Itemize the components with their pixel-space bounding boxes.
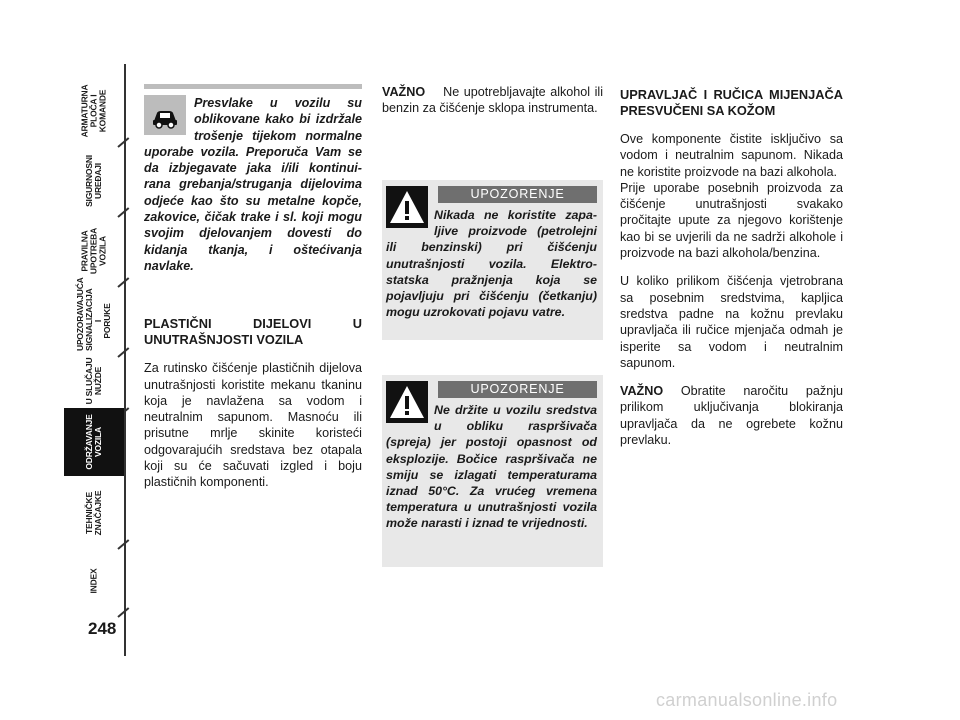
note-lead: VAŽNO (382, 85, 426, 99)
column-middle (382, 84, 603, 531)
plastic-parts-heading: PLASTIČNI DIJELOVI U UNUTRAŠNJOSTI VOZILA (144, 316, 362, 348)
tab-upozoravajuca-signalizacija[interactable] (64, 277, 124, 354)
upholstery-caution (144, 95, 362, 274)
tab-rail (124, 64, 126, 656)
section-tab-strip (0, 0, 126, 720)
tab-label: ODRŽAVANJE VOZILA (84, 414, 103, 470)
warning-text: Ne držite u vozilu sredstva u obliku raspršivača (spreja) jer postoji opasnost od eksplozije. Bočice raspršivača ne smiju se izlagati temperaturama iznad 50°C. Za vrućeg vremena temperatura u unutrašnjosti vozila može narasti i iznad te vrijednosti. (386, 403, 597, 531)
tab-index[interactable] (64, 548, 124, 614)
leather-p2: Prije uporabe posebnih proizvoda za čišćenje unutrašnjosti svakako pročitajte upute za njegovo korištenje kao bi se uvjerili da ne sadrži alkohole i proizvode na bazi alkohola/benzina. (620, 180, 843, 261)
warning-title: UPOZORENJE (438, 381, 597, 398)
tab-label: UPOZORAVAJUĆA SIGNALIZACIJA I PORUKE (75, 277, 112, 351)
note-lead: VAŽNO (620, 384, 664, 399)
tab-pravilna-upotreba[interactable] (64, 218, 124, 284)
tab-label: U SLUČAJU NUŽDE (84, 357, 103, 405)
column-right (620, 84, 843, 460)
tab-armaturna-ploca[interactable] (64, 78, 124, 144)
tab-odrzavanje-vozila[interactable] (64, 408, 124, 476)
warning-title: UPOZORENJE (438, 186, 597, 203)
tab-label: PRAVILNA UPOTREBA VOZILA (79, 227, 108, 275)
caution-rule (144, 84, 362, 89)
leather-note (620, 383, 843, 448)
warning-triangle-icon (386, 186, 428, 230)
tab-label: INDEX (88, 568, 99, 594)
tab-u-slucaju-nuzde[interactable] (64, 348, 124, 414)
car-seat-caution-icon (144, 95, 186, 135)
column-left (144, 84, 362, 503)
tab-label: ARMATURNA PLOČA I KOMANDE (79, 84, 108, 138)
warning-triangle-icon (386, 381, 428, 425)
tab-label: SIGURNOSNI UREĐAJI (84, 155, 103, 207)
tab-label: TEHNIČKE ZNAČAJKE (84, 490, 103, 536)
leather-p3: U koliko prilikom čišćenja vjetrobrana sa posebnim sredstvima, kapljica sredstva padne na kožnu prevlaku upravljača ili ručice mjenjača odmah je isperite sa vodom i neutralnim sapunom. (620, 274, 843, 370)
tab-sigurnosni-uredaji[interactable] (64, 148, 124, 214)
note-text: Ne upotrebljavajte alkohol ili benzin za čišćenje sklopa instrumenta. (382, 85, 603, 116)
page-number: 248 (88, 619, 117, 638)
note-text: Obratite naročitu pažnju prilikom uključivanja blokiranja upravljača da ne ogrebete kožnu prevlaku. (620, 384, 844, 448)
caution-text: Presvlake u vozilu su oblikovane kako bi izdržale trošenje tijekom normalne uporabe vozila. Preporuča Vam se da izbjegavate jaka i/ili kontinui-rana grebanja/struganja dijelovima odjeće kao što su metalne kopče, zakovice, čičak trake i sl. koji mogu svojim djelovanjem dovesti do kidanja tkanja, i oštećivanja navlake. (144, 96, 362, 273)
instrument-note (382, 84, 603, 117)
watermark: carmanualsonline.info (656, 690, 838, 710)
tab-tehnicke-znacajke[interactable] (64, 480, 124, 546)
warning-box-spray (382, 375, 603, 567)
plastic-parts-body: Za rutinsko čišćenje plastičnih dijelova unutrašnjosti koristite mekanu tkaninu koja je navlažena sa vodom i neutralnim sapunom. Masnoću ili prisutne mrlje skinite koristeći odgovarajućih sredstava bez otapala koji su će sačuvati izgled i boju plastičnih komponenti. (144, 361, 362, 490)
warning-box-flammable (382, 180, 603, 340)
leather-steering-heading: UPRAVLJAČ I RUČICA MIJENJAČA PRESVUČENI SA KOŽOM (620, 87, 843, 118)
warning-text: Nikada ne koristite zapa-ljive proizvode (petrolejni ili benzinski) pri čišćenju unutrašnjosti vozila. Elektro-statska pražnjenja koja se pojavljuju pri čišćenju (četkanju) mogu uzrokovati pojavu vatre. (386, 208, 597, 320)
leather-p1: Ove komponente čistite isključivo sa vodom i neutralnim sapunom. Nikada ne koristite proizvode na bazi alkohola. (620, 132, 843, 179)
